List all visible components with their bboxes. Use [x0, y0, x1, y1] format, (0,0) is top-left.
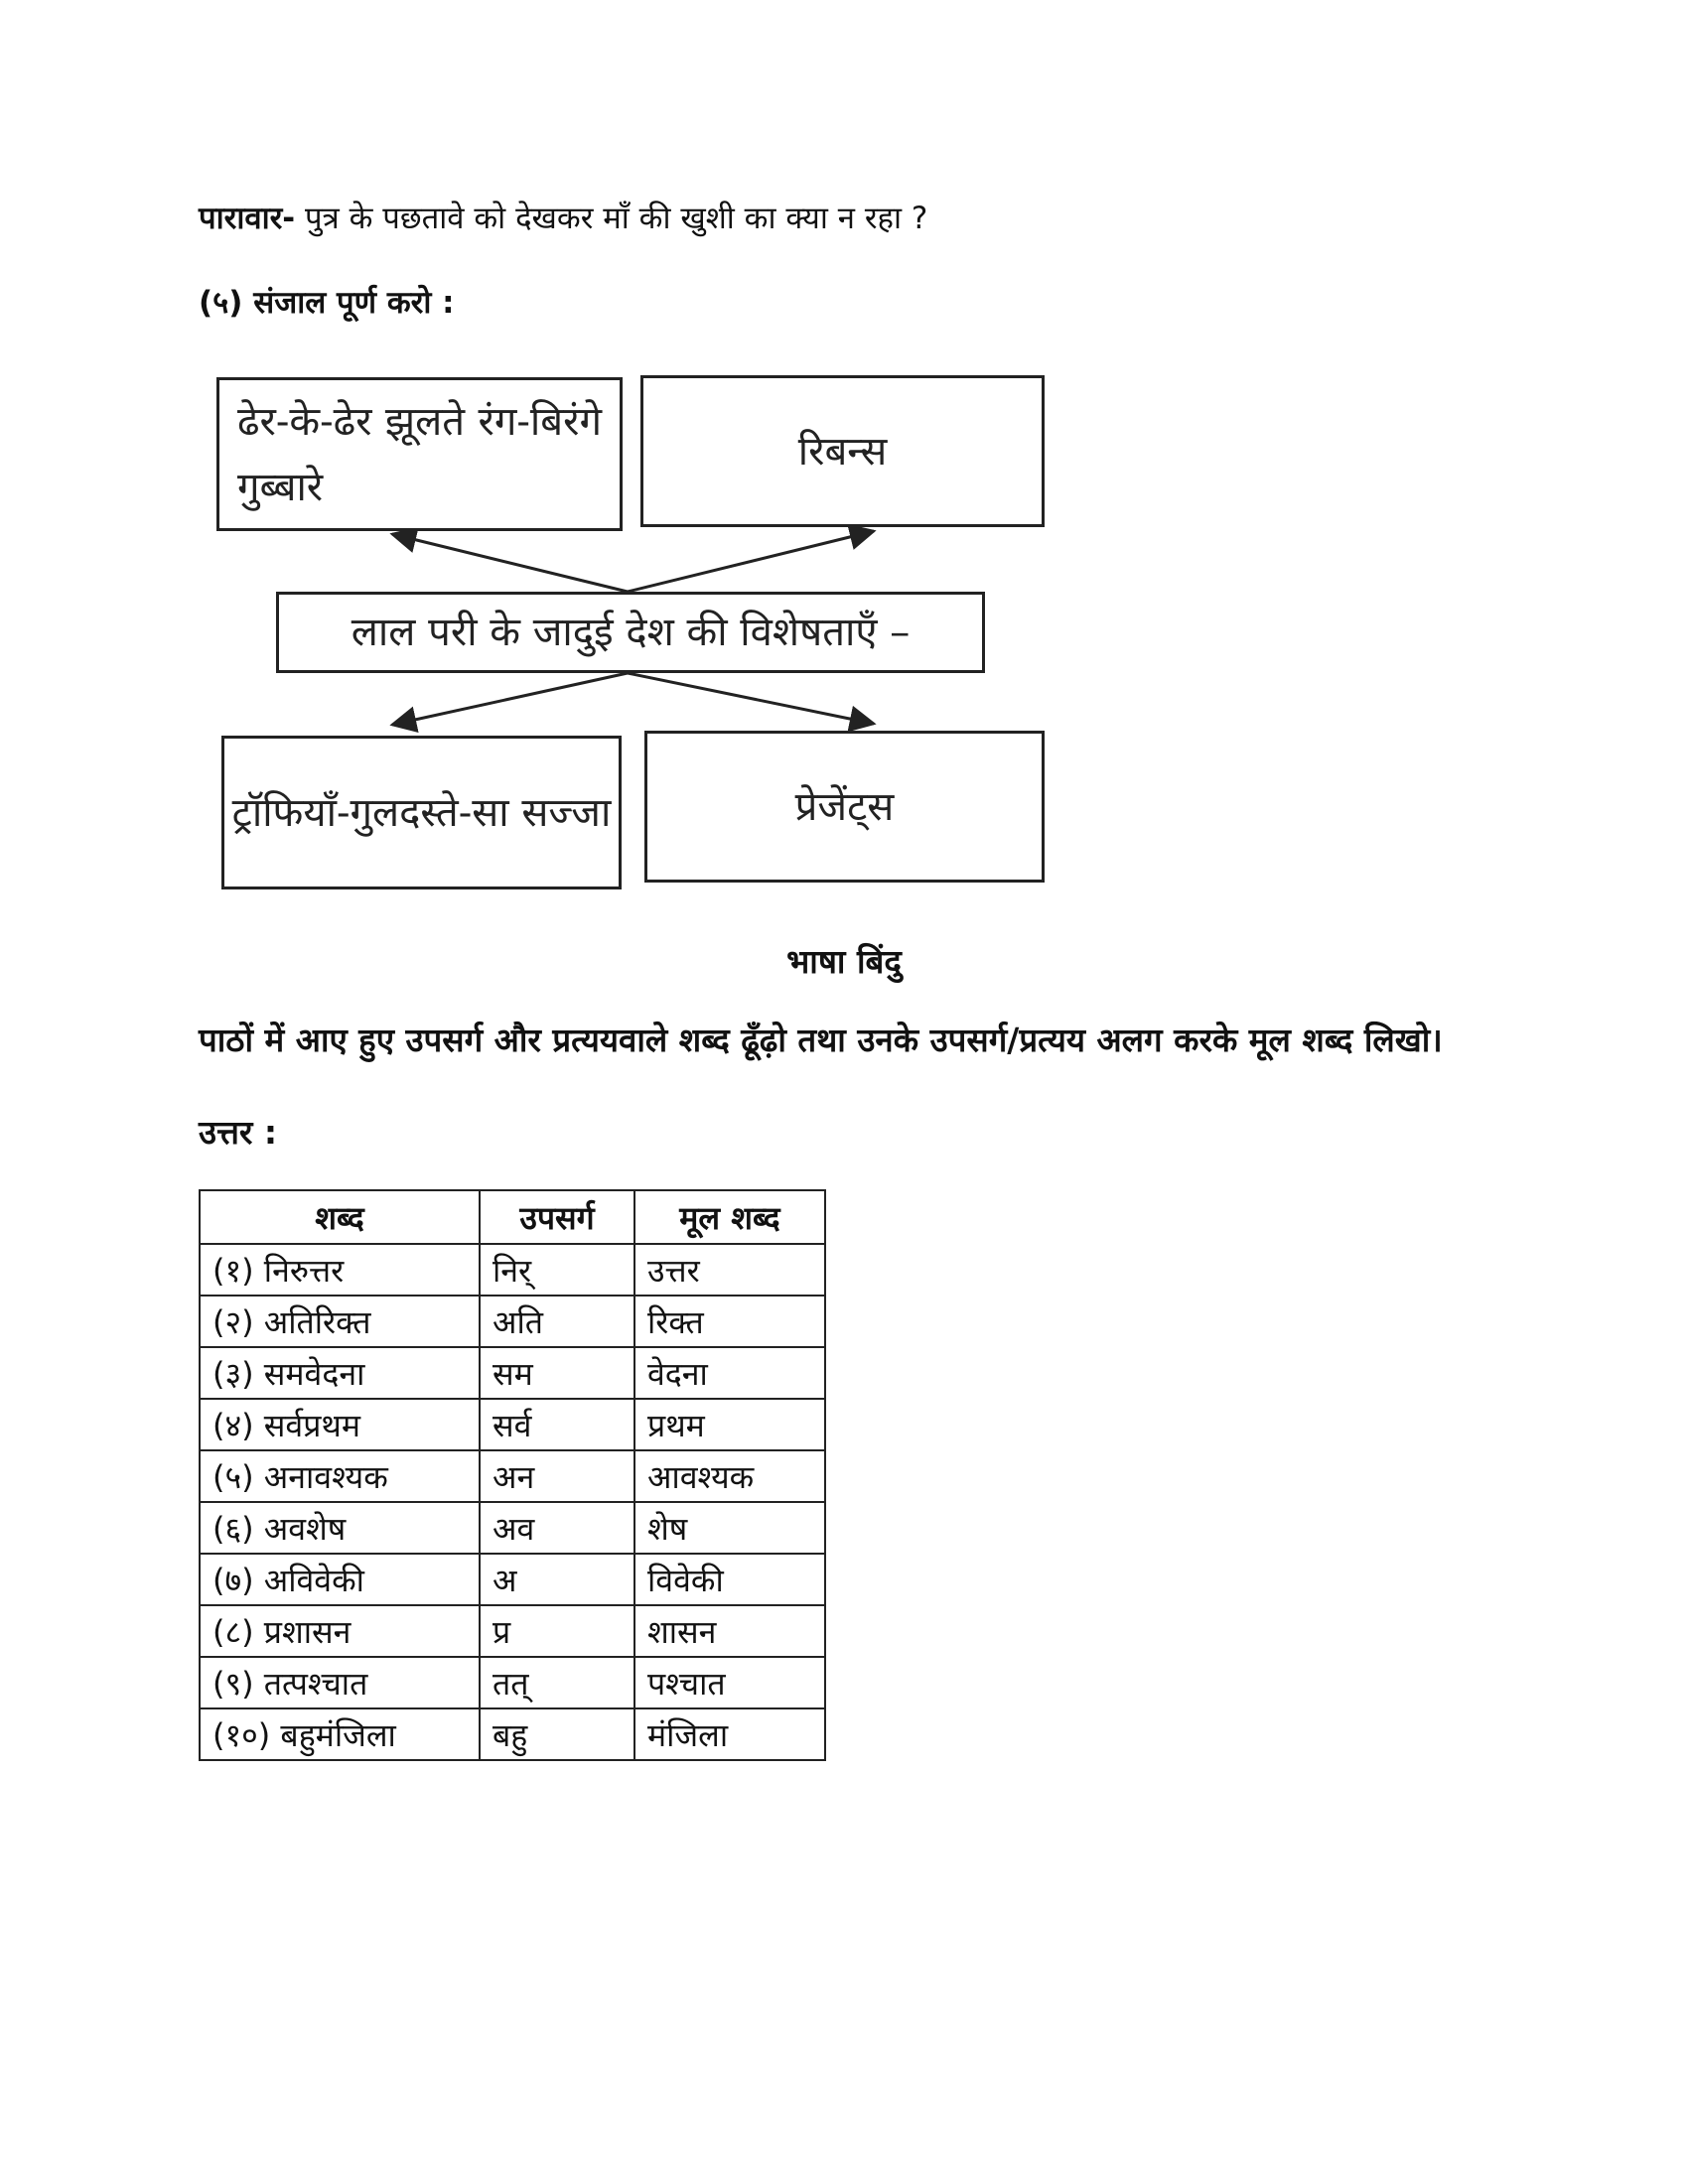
table-row — [200, 1347, 825, 1399]
cell-prefix: अव — [480, 1502, 634, 1554]
web-box-top-right-text: रिबन्स — [797, 428, 888, 475]
cell-root: उत्तर — [634, 1244, 825, 1296]
cell-prefix: बहु — [480, 1708, 634, 1760]
intro-line — [199, 197, 927, 238]
cell-prefix: सम — [480, 1347, 634, 1399]
answer-label: उत्तर : — [199, 1113, 278, 1152]
bhasha-bindu-heading: भाषा बिंदु — [786, 942, 902, 981]
table-row — [200, 1708, 825, 1760]
table-row — [200, 1605, 825, 1657]
cell-prefix: अन — [480, 1450, 634, 1502]
cell-word: (६) अवशेष — [200, 1502, 480, 1554]
web-box-center — [276, 592, 985, 673]
cell-prefix: सर्व — [480, 1399, 634, 1450]
arrow-to-top-right — [628, 531, 874, 592]
table-row — [200, 1244, 825, 1296]
section-heading: (५) संजाल पूर्ण करो : — [199, 285, 455, 321]
intro-term: पारावार- — [199, 201, 296, 236]
cell-word: (५) अनावश्यक — [200, 1450, 480, 1502]
table-row — [200, 1554, 825, 1605]
arrow-to-bottom-left — [392, 673, 628, 725]
web-box-top-left-text: ढेर-के-ढेर झूलते रंग-बिरंगे गुब्बारे — [237, 398, 602, 510]
table-row — [200, 1657, 825, 1708]
arrow-to-top-left — [392, 534, 628, 592]
cell-word: (२) अतिरिक्त — [200, 1296, 480, 1347]
table-header-row — [200, 1190, 825, 1244]
cell-word: (१) निरुत्तर — [200, 1244, 480, 1296]
header-upsarg: उपसर्ग — [480, 1190, 634, 1244]
cell-root: मंजिला — [634, 1708, 825, 1760]
cell-prefix: प्र — [480, 1605, 634, 1657]
web-box-bottom-right — [644, 731, 1045, 883]
cell-root: विवेकी — [634, 1554, 825, 1605]
cell-root: पश्चात — [634, 1657, 825, 1708]
cell-prefix: अति — [480, 1296, 634, 1347]
cell-root: प्रथम — [634, 1399, 825, 1450]
cell-root: वेदना — [634, 1347, 825, 1399]
web-box-top-right — [640, 375, 1045, 527]
cell-prefix: निर् — [480, 1244, 634, 1296]
intro-text: पुत्र के पछतावे को देखकर माँ की खुशी का क्या न रहा ? — [295, 201, 928, 236]
table-row — [200, 1399, 825, 1450]
web-box-bottom-left — [221, 736, 622, 889]
header-shabd: शब्द — [200, 1190, 480, 1244]
cell-word: (१०) बहुमंजिला — [200, 1708, 480, 1760]
table-row — [200, 1450, 825, 1502]
cell-root: शासन — [634, 1605, 825, 1657]
cell-word: (७) अविवेकी — [200, 1554, 480, 1605]
cell-word: (८) प्रशासन — [200, 1605, 480, 1657]
header-mool-shabd: मूल शब्द — [634, 1190, 825, 1244]
cell-root: शेष — [634, 1502, 825, 1554]
web-box-center-text: लाल परी के जादुई देश की विशेषताएँ – — [351, 610, 911, 655]
arrow-to-bottom-right — [628, 673, 874, 724]
cell-word: (३) समवेदना — [200, 1347, 480, 1399]
question-text: पाठों में आए हुए उपसर्ग और प्रत्ययवाले शब्द ढूँढ़ो तथा उनके उपसर्ग/प्रत्यय अलग करके मूल शब्द लिखो। — [199, 1021, 1443, 1059]
web-box-top-left — [216, 377, 623, 531]
table-row — [200, 1502, 825, 1554]
table-row — [200, 1296, 825, 1347]
cell-word: (९) तत्पश्चात — [200, 1657, 480, 1708]
cell-root: आवश्यक — [634, 1450, 825, 1502]
web-box-bottom-right-text: प्रेजेंट्स — [794, 783, 895, 830]
cell-prefix: तत् — [480, 1657, 634, 1708]
web-box-bottom-left-text: ट्रॉफियाँ-गुलदस्ते-सा सज्जा — [231, 789, 612, 836]
cell-word: (४) सर्वप्रथम — [200, 1399, 480, 1450]
cell-root: रिक्त — [634, 1296, 825, 1347]
cell-prefix: अ — [480, 1554, 634, 1605]
word-table — [199, 1189, 826, 1761]
